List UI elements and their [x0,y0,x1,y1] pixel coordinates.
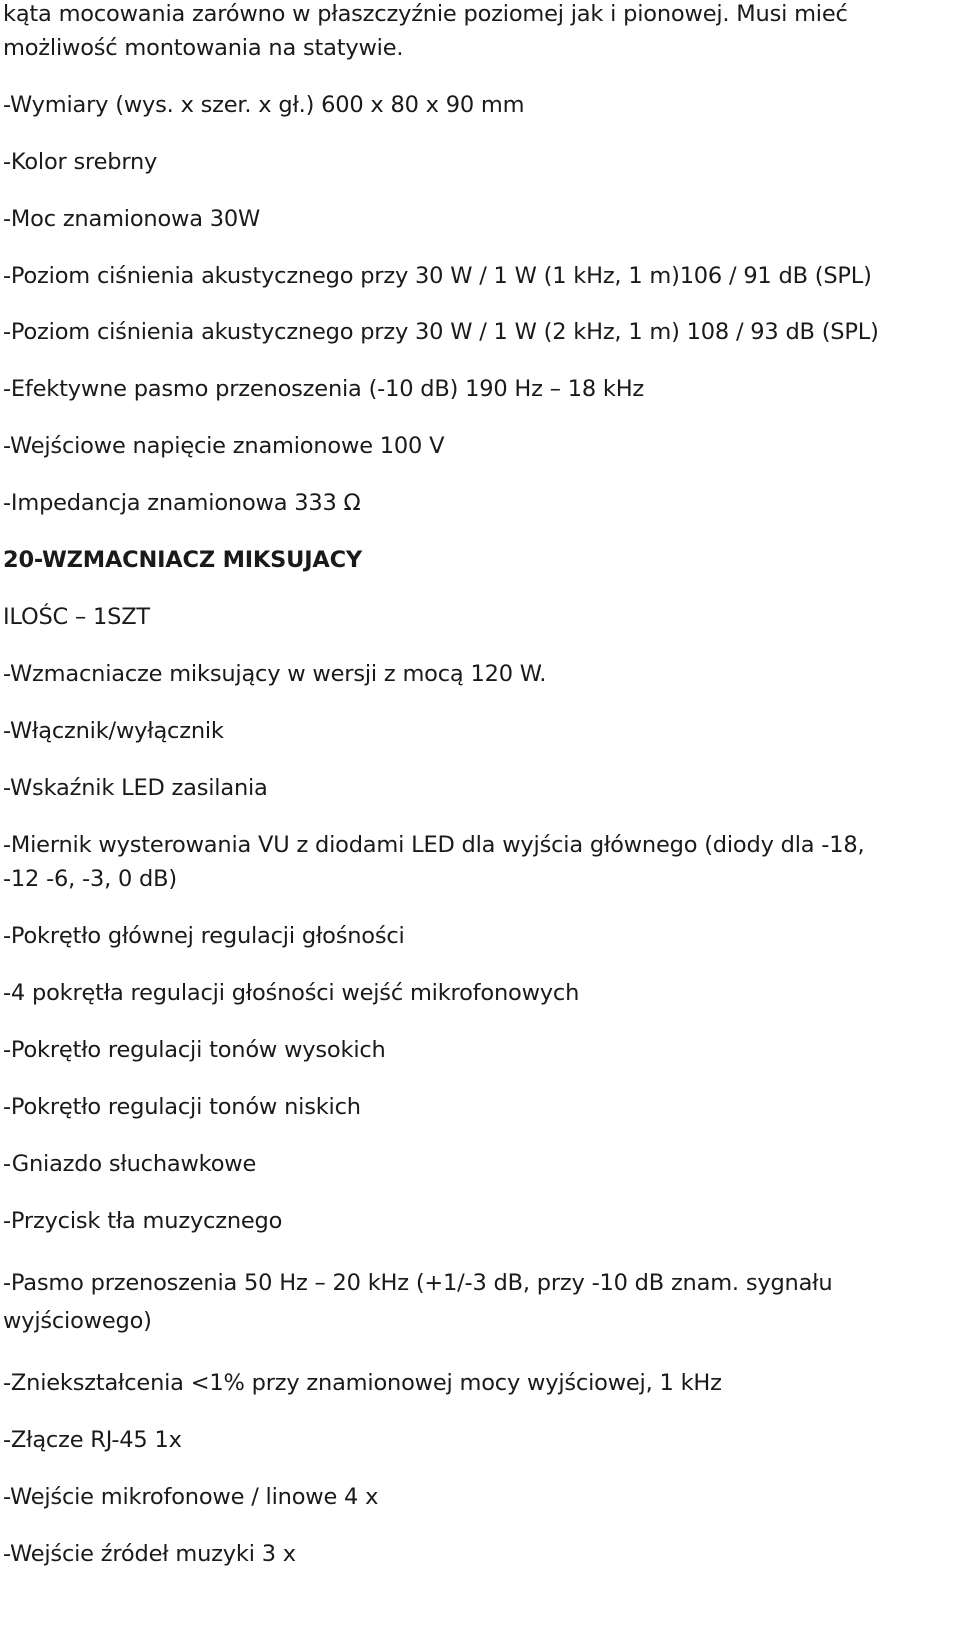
spec-line: możliwość montowania na statywie. [3,35,404,61]
spec-line: wyjściowego) [3,1308,152,1334]
spec-line: -Miernik wysterowania VU z diodami LED dla wyjścia głównego (diody dla -18, [3,832,865,858]
spec-line: -Wymiary (wys. x szer. x gł.) 600 x 80 x 90 mm [3,92,525,118]
spec-line: -Pokrętło regulacji tonów niskich [3,1094,361,1120]
spec-line: -Impedancja znamionowa 333 Ω [3,490,361,516]
spec-line: -Pasmo przenoszenia 50 Hz – 20 kHz (+1/-3 dB, przy -10 dB znam. sygnału [3,1270,833,1296]
spec-line: -Zniekształcenia <1% przy znamionowej mocy wyjściowej, 1 kHz [3,1370,722,1396]
spec-line: -Wejściowe napięcie znamionowe 100 V [3,433,445,459]
spec-line: -Poziom ciśnienia akustycznego przy 30 W / 1 W (1 kHz, 1 m)106 / 91 dB (SPL) [3,263,872,289]
spec-line: -Wejście źródeł muzyki 3 x [3,1541,296,1567]
spec-line: -Poziom ciśnienia akustycznego przy 30 W / 1 W (2 kHz, 1 m) 108 / 93 dB (SPL) [3,319,879,345]
spec-line: -Włącznik/wyłącznik [3,718,224,744]
spec-line: -Gniazdo słuchawkowe [3,1151,257,1177]
spec-line: -Złącze RJ-45 1x [3,1427,182,1453]
spec-line: -12 -6, -3, 0 dB) [3,866,177,892]
spec-line: -Efektywne pasmo przenoszenia (-10 dB) 190 Hz – 18 kHz [3,376,645,402]
spec-line: -Wzmacniacze miksujący w wersji z mocą 120 W. [3,661,547,687]
section-heading: 20-WZMACNIACZ MIKSUJACY [3,547,363,573]
spec-line: -Moc znamionowa 30W [3,206,261,232]
spec-line: -Wskaźnik LED zasilania [3,775,268,801]
spec-line: -Pokrętło głównej regulacji głośności [3,923,405,949]
spec-line: kąta mocowania zarówno w płaszczyźnie poziomej jak i pionowej. Musi mieć [3,1,848,27]
spec-line: -Pokrętło regulacji tonów wysokich [3,1037,386,1063]
spec-line: -Wejście mikrofonowe / linowe 4 x [3,1484,379,1510]
spec-line: -Kolor srebrny [3,149,158,175]
quantity-line: ILOŚC – 1SZT [3,604,150,630]
spec-line: -4 pokrętła regulacji głośności wejść mikrofonowych [3,980,580,1006]
spec-line: -Przycisk tła muzycznego [3,1208,283,1234]
